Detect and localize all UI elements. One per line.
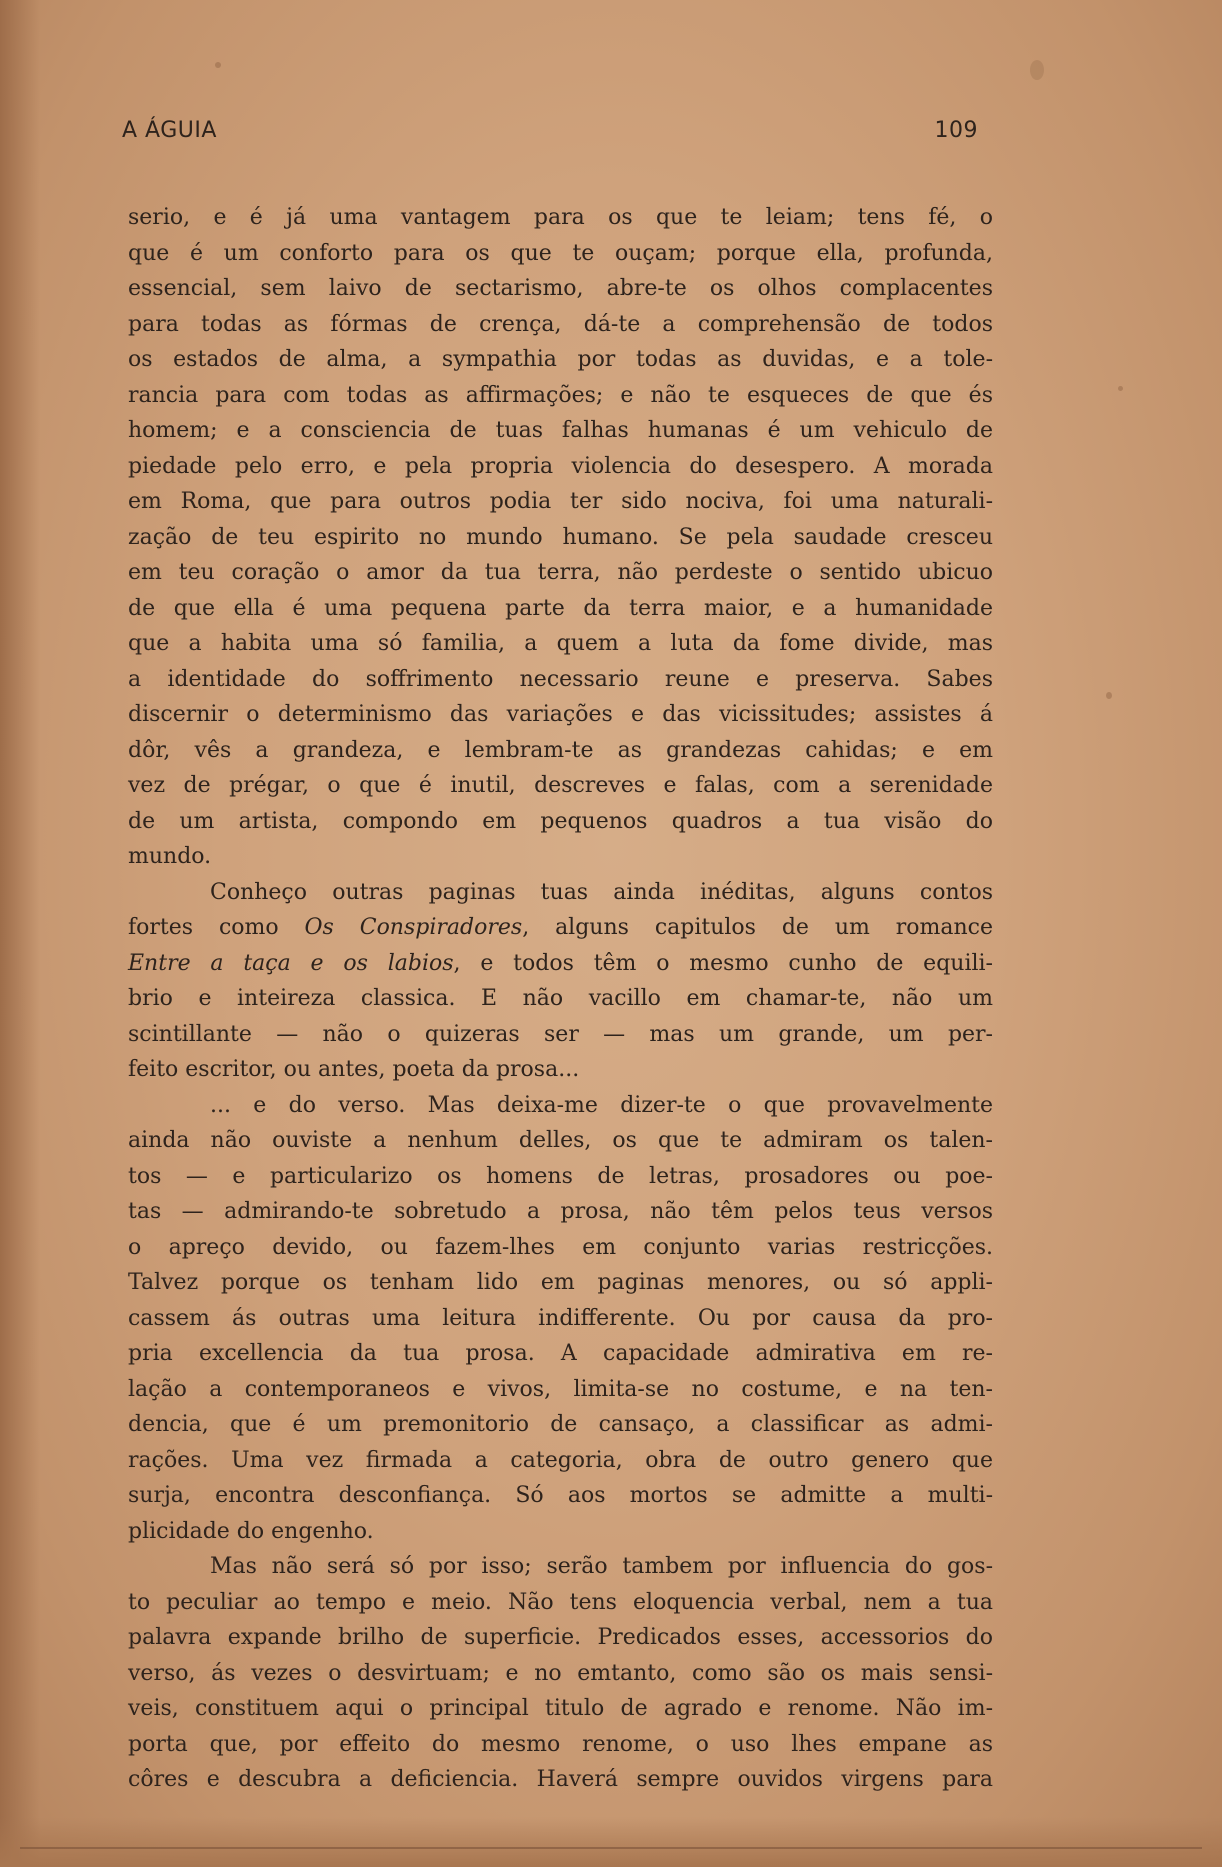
text-line: serio, e é já uma vantagem para os que te leiam; tens fé, o xyxy=(128,205,993,230)
paper-stain xyxy=(1030,60,1044,80)
text-line: ainda não ouviste a nenhum delles, os que te admiram os talen- xyxy=(128,1128,993,1153)
text-line: os estados de alma, a sympathia por todas as duvidas, e a tole- xyxy=(128,347,993,372)
text-line: essencial, sem laivo de sectarismo, abre-te os olhos complacentes xyxy=(128,276,993,301)
page-number: 109 xyxy=(934,118,978,143)
text-line: ... e do verso. Mas deixa-me dizer-te o que provavelmente xyxy=(210,1092,993,1118)
text-line: pria excellencia da tua prosa. A capacidade admirativa em re- xyxy=(128,1341,993,1366)
text-line: cassem ás outras uma leitura indifferente. Ou por causa da pro- xyxy=(128,1305,993,1331)
text-line: Entre a taça e os labios, e todos têm o mesmo cunho de equili- xyxy=(128,950,993,976)
text-line: palavra expande brilho de superficie. Predicados esses, accessorios do xyxy=(128,1625,993,1650)
text-line: dôr, vês a grandeza, e lembram-te as grandezas cahidas; e em xyxy=(128,737,993,763)
text-line: porta que, por effeito do mesmo renome, o uso lhes empane as xyxy=(128,1731,993,1757)
text-line: Talvez porque os tenham lido em paginas menores, ou só appli- xyxy=(128,1270,993,1295)
text-line: Mas não será só por isso; serão tambem por influencia do gos- xyxy=(210,1554,993,1579)
text-line: rancia para com todas as affirmações; e não te esqueces de que és xyxy=(128,382,993,408)
text-line: feito escritor, ou antes, poeta da prosa... xyxy=(128,1057,580,1082)
text-line: to peculiar ao tempo e meio. Não tens eloquencia verbal, nem a tua xyxy=(128,1589,993,1615)
book-title: Entre a taça e os labios xyxy=(128,950,454,976)
text-line: rações. Uma vez firmada a categoria, obra de outro genero que xyxy=(128,1447,993,1473)
page-header xyxy=(122,118,978,154)
text-line: plicidade do engenho. xyxy=(128,1518,374,1544)
text-line: veis, constituem aqui o principal titulo de agrado e renome. Não im- xyxy=(128,1696,993,1721)
page-shadow-left xyxy=(0,0,40,1867)
book-title: Os Conspiradores xyxy=(304,915,523,940)
paper-speck xyxy=(1106,692,1112,699)
text-line: homem; e a consciencia de tuas falhas humanas é um vehiculo de xyxy=(128,418,993,443)
text-line: a identidade do soffrimento necessario reune e preserva. Sabes xyxy=(128,666,993,692)
text-line: em Roma, que para outros podia ter sido nociva, foi uma naturali- xyxy=(128,489,993,514)
text-line: zação de teu espirito no mundo humano. Se pela saudade cresceu xyxy=(128,524,993,550)
text-line: fortes como Os Conspiradores, alguns capitulos de um romance xyxy=(128,915,994,940)
text-line: tas — admirando-te sobretudo a prosa, não têm pelos teus versos xyxy=(128,1199,993,1224)
text-line: que é um conforto para os que te ouçam; porque ella, profunda, xyxy=(128,240,993,266)
body-text xyxy=(128,200,993,1798)
text-line: mundo. xyxy=(128,844,212,869)
paper-speck xyxy=(215,62,221,68)
text-line: discernir o determinismo das variações e das vicissitudes; assistes á xyxy=(128,702,993,727)
text-line: brio e inteireza classica. E não vacillo em chamar-te, não um xyxy=(128,986,993,1011)
text-line: dencia, que é um premonitorio de cansaço, a classificar as admi- xyxy=(128,1412,993,1437)
text-line: côres e descubra a deficiencia. Haverá sempre ouvidos virgens para xyxy=(128,1767,993,1792)
text-line: que a habita uma só familia, a quem a luta da fome divide, mas xyxy=(128,631,993,656)
text-line: o apreço devido, ou fazem-lhes em conjunto varias restricções. xyxy=(128,1234,993,1260)
text-line: para todas as fórmas de crença, dá-te a comprehensão de todos xyxy=(128,311,993,337)
running-head: A ÁGUIA xyxy=(122,118,217,143)
text-line: scintillante — não o quizeras ser — mas um grande, um per- xyxy=(128,1021,993,1047)
text-line: de um artista, compondo em pequenos quadros a tua visão do xyxy=(128,808,993,834)
text-line: piedade pelo erro, e pela propria violencia do desespero. A morada xyxy=(128,453,993,479)
text-line: Conheço outras paginas tuas ainda inéditas, alguns contos xyxy=(210,879,993,905)
page-bottom-rule xyxy=(20,1847,1202,1849)
text-line: vez de prégar, o que é inutil, descreves e falas, com a serenidade xyxy=(128,773,993,798)
paper-speck xyxy=(1118,386,1123,391)
text-line: surja, encontra desconfiança. Só aos mortos se admitte a multi- xyxy=(128,1483,993,1508)
text-line: tos — e particularizo os homens de letras, prosadores ou poe- xyxy=(128,1163,993,1189)
text-line: lação a contemporaneos e vivos, limita-se no costume, e na ten- xyxy=(128,1376,993,1402)
page-shadow-bottom xyxy=(0,1817,1222,1867)
text-line: de que ella é uma pequena parte da terra maior, e a humanidade xyxy=(128,595,993,621)
text-line: verso, ás vezes o desvirtuam; e no emtanto, como são os mais sensi- xyxy=(128,1660,993,1686)
text-line: em teu coração o amor da tua terra, não perdeste o sentido ubicuo xyxy=(128,560,993,585)
